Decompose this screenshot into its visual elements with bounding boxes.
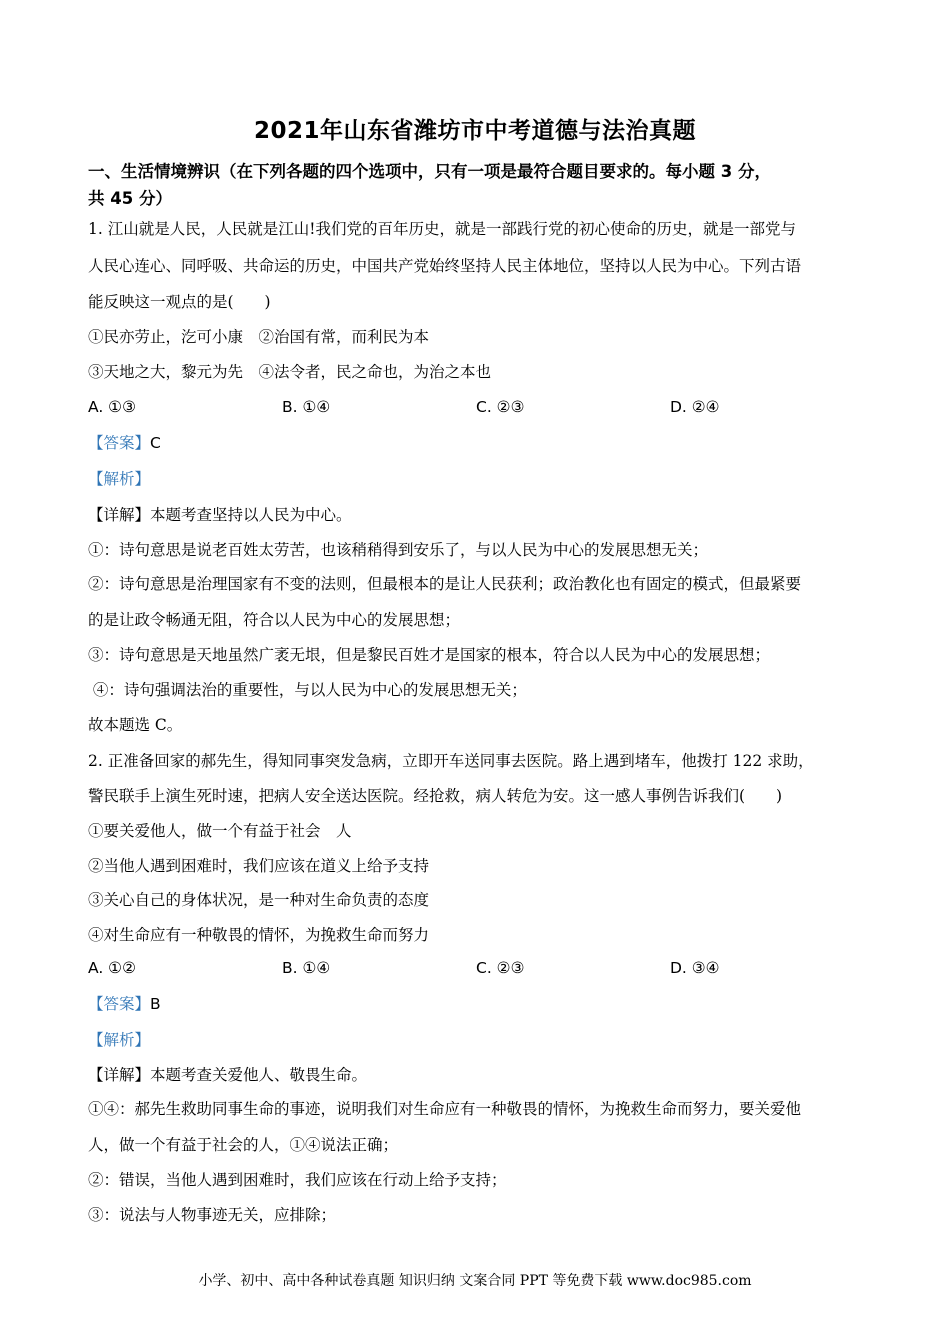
q2-option-b: B. ①④	[282, 959, 331, 977]
q2-detail-tag: 【详解】	[88, 1066, 151, 1084]
q1-detail-line-1	[88, 505, 352, 525]
q1-detail-line-7: 故本题选 C。	[88, 716, 183, 734]
q2-detail-line-2: ①④：郝先生救助同事生命的事迹，说明我们对生命应有一种敬畏的情怀，为挽救生命而努力，要关爱他	[88, 1100, 802, 1118]
q1-detail-tag: 【详解】	[88, 506, 151, 524]
section-heading-line-1: 一、生活情境辨识（在下列各题的四个选项中，只有一项是最符合题目要求的。每小题 3 分，	[88, 162, 771, 181]
q1-detail-line-5: ③：诗句意思是天地虽然广袤无垠，但是黎民百姓才是国家的根本，符合以人民为中心的发展思想；	[88, 646, 771, 664]
q2-stem-line-2: 警民联手上演生死时速，把病人安全送达医院。经抢救，病人转危为安。这一感人事例告诉我们( )	[88, 787, 783, 805]
q1-stem-line-2: 人民心连心、同呼吸、共命运的历史，中国共产党始终坚持人民主体地位，坚持以人民为中心。下列古语	[88, 257, 802, 275]
q2-answer-value: B	[150, 995, 161, 1013]
q1-detail-text-1: 本题考查坚持以人民为中心。	[150, 506, 352, 524]
q1-answer-value: C	[150, 434, 161, 452]
q2-option-a: A. ①②	[88, 959, 136, 977]
q1-analysis	[88, 469, 150, 489]
q2-detail-line-3: 人，做一个有益于社会的人，①④说法正确；	[88, 1136, 399, 1154]
page-title: 2021年山东省潍坊市中考道德与法治真题	[253, 118, 696, 144]
q1-answer	[88, 433, 161, 453]
q1-statement-2: ③天地之大，黎元为先 ④法令者，民之命也，为治之本也	[88, 363, 492, 381]
q2-analysis-tag: 【解析】	[88, 1031, 151, 1049]
q2-answer-tag: 【答案】	[88, 995, 151, 1013]
q2-analysis	[88, 1030, 150, 1050]
q2-answer	[88, 994, 161, 1014]
q2-statement-2: ②当他人遇到困难时，我们应该在道义上给予支持	[88, 857, 430, 875]
q2-detail-line-4: ②：错误，当他人遇到困难时，我们应该在行动上给予支持；	[88, 1171, 507, 1189]
q2-detail-line-1	[88, 1065, 367, 1085]
q1-stem-line-1: 1. 江山就是人民，人民就是江山!我们党的百年历史，就是一部践行党的初心使命的历史，就是一部党与	[88, 220, 796, 238]
q1-detail-line-2: ①：诗句意思是说老百姓太劳苦，也该稍稍得到安乐了，与以人民为中心的发展思想无关；	[88, 541, 709, 559]
q1-stem-line-3: 能反映这一观点的是( )	[88, 293, 271, 311]
q1-detail-line-4: 的是让政令畅通无阻，符合以人民为中心的发展思想；	[88, 611, 461, 629]
q1-option-a: A. ①③	[88, 398, 136, 416]
q1-detail-line-6: ④：诗句强调法治的重要性，与以人民为中心的发展思想无关；	[88, 681, 527, 699]
q1-option-c: C. ②③	[476, 398, 525, 416]
q2-stem-line-1: 2. 正准备回家的郝先生，得知同事突发急病，立即开车送同事去医院。路上遇到堵车，他拨打 122 求助，	[88, 752, 814, 770]
q2-option-c: C. ②③	[476, 959, 525, 977]
q2-option-d: D. ③④	[670, 959, 720, 977]
q1-option-b: B. ①④	[282, 398, 331, 416]
q2-statement-3: ③关心自己的身体状况，是一种对生命负责的态度	[88, 891, 430, 909]
q1-statement-1: ①民亦劳止，汔可小康 ②治国有常，而利民为本	[88, 328, 430, 346]
page-footer: 小学、初中、高中各种试卷真题 知识归纳 文案合同 PPT 等免费下载 www.doc985.com	[198, 1273, 752, 1289]
q1-answer-tag: 【答案】	[88, 434, 151, 452]
q1-option-d: D. ②④	[670, 398, 720, 416]
q1-detail-line-3: ②：诗句意思是治理国家有不变的法则，但最根本的是让人民获利；政治教化也有固定的模式，但最紧要	[88, 575, 802, 593]
q2-detail-line-5: ③：说法与人物事迹无关，应排除；	[88, 1206, 337, 1224]
q1-analysis-tag: 【解析】	[88, 470, 151, 488]
section-heading-line-2: 共 45 分）	[88, 189, 172, 208]
q2-detail-text-1: 本题考查关爱他人、敬畏生命。	[150, 1066, 368, 1084]
section-heading	[88, 158, 868, 212]
q2-statement-1: ①要关爱他人，做一个有益于社会 人	[88, 822, 352, 840]
q2-statement-4: ④对生命应有一种敬畏的情怀，为挽救生命而努力	[88, 926, 430, 944]
